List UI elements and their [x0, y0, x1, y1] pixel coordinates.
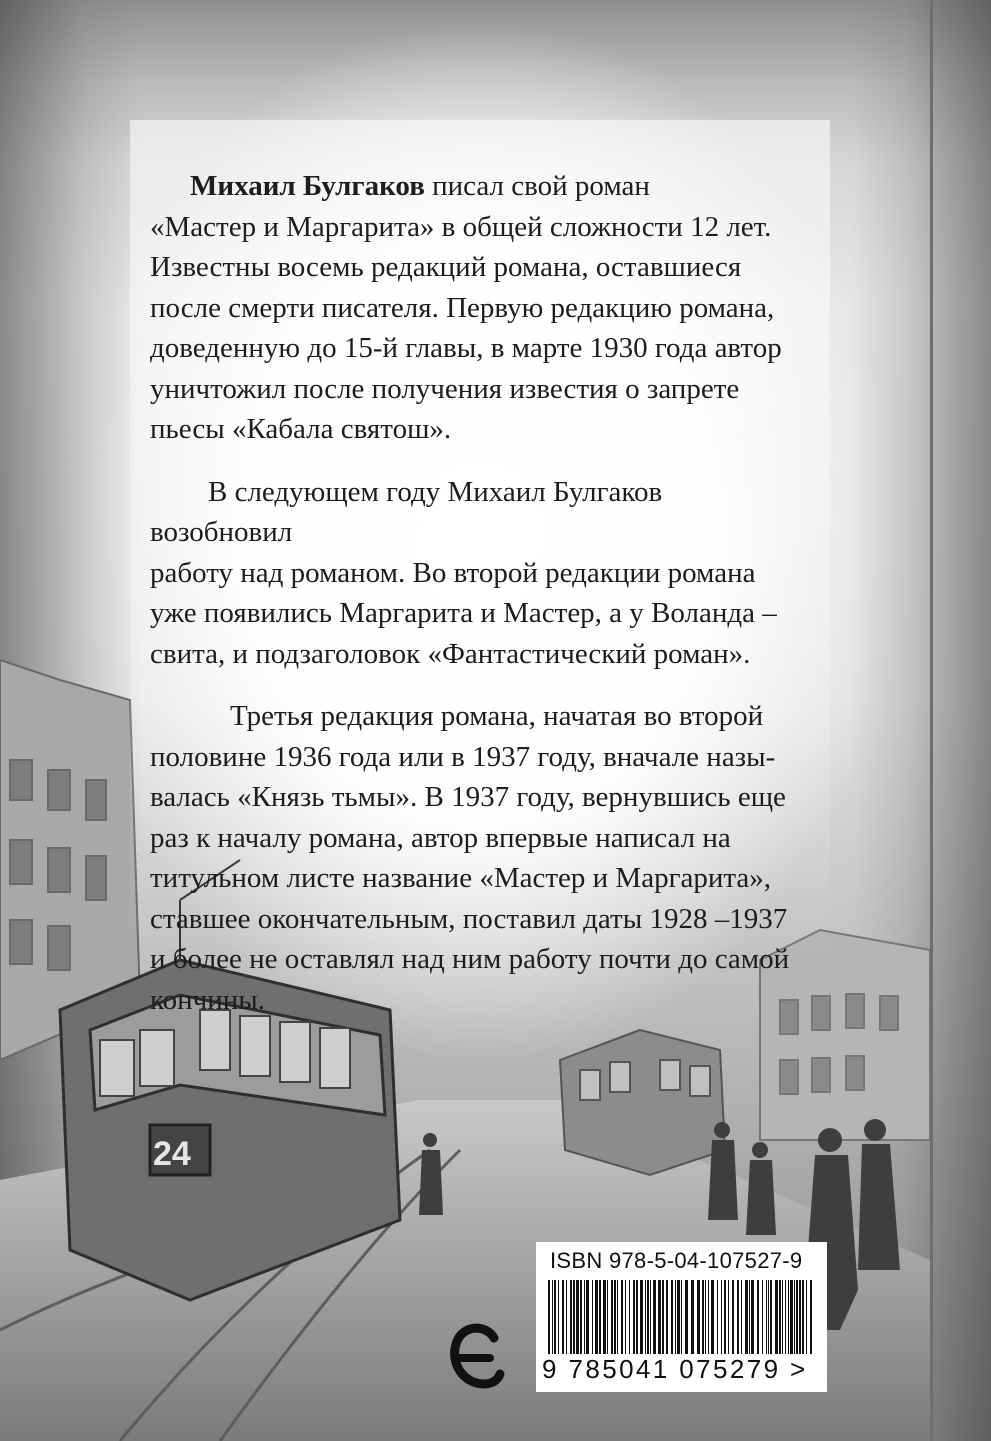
- barcode-bar: [586, 1280, 589, 1354]
- barcode-bar: [573, 1280, 575, 1354]
- barcode-bar: [705, 1280, 706, 1354]
- barcode-bar: [633, 1280, 635, 1354]
- isbn-number: ISBN 978-5-04-107527-9: [550, 1248, 803, 1273]
- barcode-bar: [681, 1280, 682, 1354]
- annotation-text: [150, 166, 800, 1042]
- barcode-bar: [711, 1280, 714, 1354]
- barcode-bar: [650, 1280, 651, 1354]
- barcode-bar: [677, 1280, 680, 1354]
- paragraph-1-text: писал свой роман «Мастер и Маргарита» в общей сложности 12 лет. Известны восемь редакций романа, оставшиеся после смерти писателя. Первую редакцию романа, доведенную до 15-й главы, в марте 1930 года автор уничтожил после получения известия о запрете пьесы «Кабала святош».: [150, 170, 782, 445]
- barcode-bar: [640, 1280, 643, 1354]
- barcode-bar: [724, 1280, 726, 1354]
- barcode-bar: [554, 1280, 556, 1354]
- barcode-bar: [762, 1280, 763, 1354]
- ean-digits: 9 785041 075279 >: [542, 1354, 808, 1384]
- barcode-bar: [685, 1280, 688, 1354]
- barcode-bar: [732, 1280, 734, 1354]
- barcode-bar: [702, 1280, 704, 1354]
- barcode-bar: [782, 1280, 783, 1354]
- barcode-bar: [603, 1280, 606, 1354]
- barcode-bar: [666, 1280, 668, 1354]
- barcode-bar: [675, 1280, 676, 1354]
- distant-tram: [560, 1030, 725, 1175]
- barcode-bar: [580, 1280, 582, 1354]
- barcode-bar: [810, 1280, 812, 1354]
- barcode-bar: [794, 1280, 795, 1354]
- spine-edge-line: [930, 0, 933, 1441]
- barcode: [546, 1280, 818, 1354]
- barcode-bar: [779, 1280, 781, 1354]
- barcode-bar: [737, 1280, 739, 1354]
- barcode-bar: [636, 1280, 638, 1354]
- barcode-bar: [757, 1280, 759, 1354]
- barcode-bar: [629, 1280, 630, 1354]
- barcode-bar: [802, 1280, 804, 1354]
- barcode-bar: [721, 1280, 722, 1354]
- barcode-bar: [785, 1280, 786, 1354]
- barcode-bar: [788, 1280, 789, 1354]
- barcode-bar: [566, 1280, 567, 1354]
- barcode-bar: [768, 1280, 769, 1354]
- barcode-bar: [770, 1280, 772, 1354]
- barcode-bar: [806, 1280, 807, 1354]
- barcode-bar: [662, 1280, 664, 1354]
- barcode-bar: [625, 1280, 626, 1354]
- barcode-bar: [741, 1280, 742, 1354]
- barcode-bar: [658, 1280, 661, 1354]
- barcode-bar: [595, 1280, 598, 1354]
- barcode-bar: [796, 1280, 798, 1354]
- barcode-bar: [621, 1280, 623, 1354]
- barcode-bar: [697, 1280, 700, 1354]
- barcode-bar: [562, 1280, 564, 1354]
- barcode-bar: [728, 1280, 729, 1354]
- tram-number: 24: [153, 1135, 191, 1173]
- barcode-bar: [775, 1280, 778, 1354]
- barcode-bar: [647, 1280, 649, 1354]
- barcode-bar: [599, 1280, 601, 1354]
- barcode-bar: [790, 1280, 793, 1354]
- barcode-bar: [570, 1280, 572, 1354]
- barcode-bar: [691, 1280, 694, 1354]
- barcode-bar: [717, 1280, 718, 1354]
- eksmo-logo-icon: [446, 1318, 506, 1396]
- barcode-bar: [584, 1280, 585, 1354]
- barcode-bar: [558, 1280, 559, 1354]
- barcode-bar: [671, 1280, 673, 1354]
- paragraph-1: [150, 166, 800, 450]
- barcode-bar: [552, 1280, 553, 1354]
- author-name: Михаил Булгаков: [190, 170, 425, 202]
- barcode-bar: [653, 1280, 656, 1354]
- isbn-barcode-block: [536, 1242, 827, 1392]
- barcode-bar: [745, 1280, 748, 1354]
- barcode-bar: [617, 1280, 618, 1354]
- barcode-bar: [751, 1280, 754, 1354]
- barcode-bar: [645, 1280, 646, 1354]
- paragraph-2: В следующем году Михаил Булгаков возобновил работу над романом. Во второй редакции романа уже появились Маргарита и Мастер, а у Воланда – свита, и подзаголовок «Фантастический роман».: [150, 475, 777, 670]
- barcode-bar: [614, 1280, 616, 1354]
- barcode-bar: [576, 1280, 579, 1354]
- barcode-bar: [799, 1280, 801, 1354]
- barcode-bar: [548, 1280, 550, 1354]
- barcode-bar: [708, 1280, 709, 1354]
- barcode-bar: [749, 1280, 750, 1354]
- barcode-bar: [592, 1280, 593, 1354]
- barcode-bar: [766, 1280, 767, 1354]
- barcode-bar: [607, 1280, 608, 1354]
- paragraph-3: Третья редакция романа, начатая во второй половине 1936 года или в 1937 году, вначале назы- валась «Князь тьмы». В 1937 году, вернувшись еще раз к началу романа, автор впервые написал на титульном листе название «Мастер и Маргарита», ставшее окончательным, поставил даты 1928 –1937 и более не оставлял над ним работу почти до самой кончины.: [150, 700, 790, 1016]
- barcode-bar: [611, 1280, 613, 1354]
